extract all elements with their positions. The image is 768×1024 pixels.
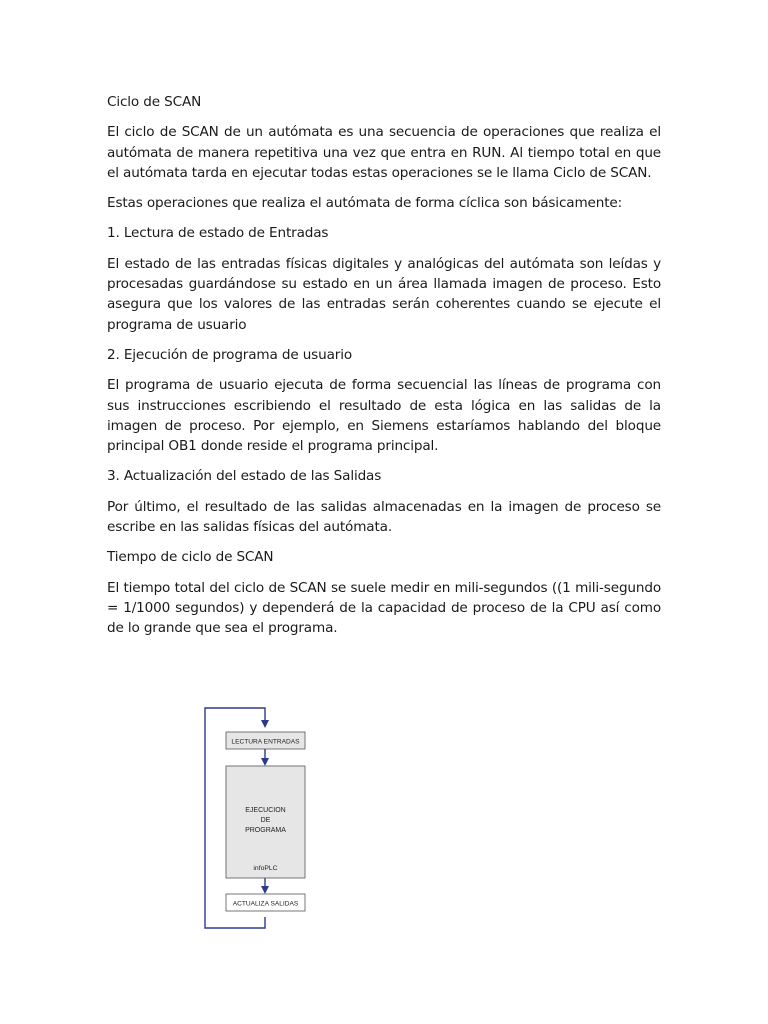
write-outputs-label: ACTUALIZA SALIDAS: [232, 900, 299, 908]
step2-text: El programa de usuario ejecuta de forma secuencial las líneas de programa con sus instrucciones escribiendo el resultado de esta lógica en las salidas de la imagen de proceso. Por ejemplo, en Siemens estaríamos hablando del bloque principal OB1 donde reside el programa principal.: [107, 377, 661, 455]
step3-heading: 3. Actualización del estado de las Salidas: [107, 468, 382, 485]
step2-heading: 2. Ejecución de programa de usuario: [107, 346, 352, 363]
step3-text: Por último, el resultado de las salidas almacenadas en la imagen de proceso se escribe en las salidas físicas del autómata.: [107, 498, 661, 536]
cycle-time-heading: Tiempo de ciclo de SCAN: [107, 549, 274, 566]
step1-text: El estado de las entradas físicas digitales y analógicas del autómata son leídas y procesadas guardándose su estado en un área llamada imagen de proceso. Esto asegura que los valores de las entradas serán coherentes cuando se ejecute el programa de usuario: [107, 255, 661, 333]
execute-label-line3: PROGRAMA: [245, 827, 286, 834]
document-title: Ciclo de SCAN: [107, 94, 202, 110]
operations-intro: Estas operaciones que realiza el autómata de forma cíclica son básicamente:: [107, 195, 623, 212]
scan-cycle-diagram: [200, 704, 310, 934]
execute-label-line1: EJECUCION: [245, 807, 286, 814]
execute-label-line2: DE: [260, 817, 271, 824]
document-body: [107, 92, 661, 649]
infoplc-watermark: infoPLC: [253, 865, 278, 872]
intro-paragraph: El ciclo de SCAN de un autómata es una secuencia de operaciones que realiza el autómata de manera repetitiva una vez que entra en RUN. Al tiempo total en que el autómata tarda en ejecutar todas estas operaciones se le llama Ciclo de SCAN.: [107, 124, 661, 181]
cycle-time-text: El tiempo total del ciclo de SCAN se suele medir en mili-segundos ((1 mili-segundo = 1/1000 segundos) y dependerá de la capacidad de proceso de la CPU así como de lo grande que sea el programa.: [107, 579, 661, 637]
step1-heading: 1. Lectura de estado de Entradas: [107, 225, 329, 242]
read-inputs-label: LECTURA ENTRADAS: [231, 738, 300, 746]
